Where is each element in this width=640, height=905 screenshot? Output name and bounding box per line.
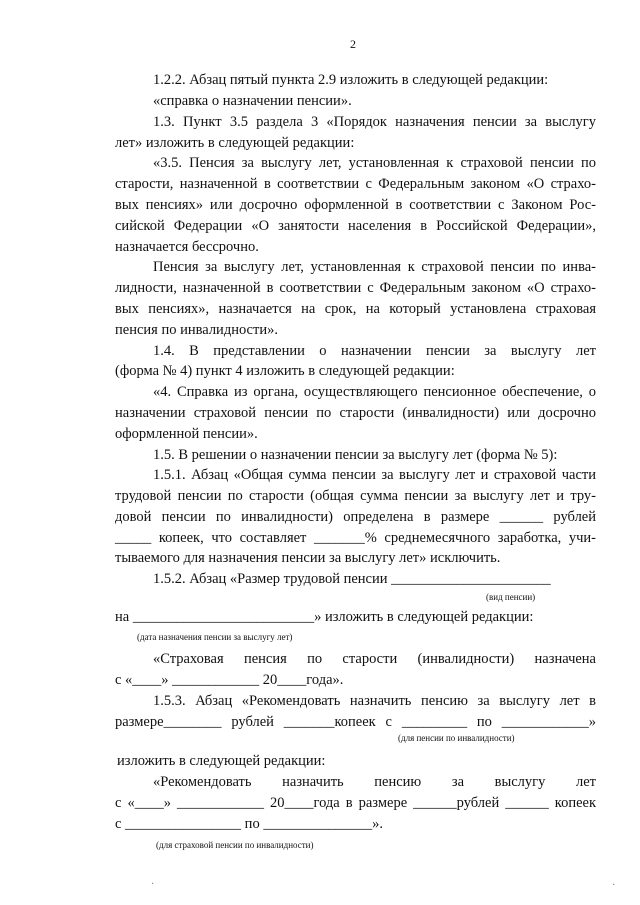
doc-line: вых пенсиях» или досрочно оформленной в соответствии с Законом Рос- [115,197,596,213]
doc-line: старости, назначенной в соответствии с Федеральным законом «О страхо- [115,176,596,192]
doc-line: Пенсия за выслугу лет, установленная к страховой пенсии по инва- [153,259,596,275]
caption: (для пенсии по инвалидности) [398,733,515,743]
scan-speck: · [151,879,155,890]
doc-line: 1.5.1. Абзац «Общая сумма пенсии за выслугу лет и страховой части [153,467,596,483]
doc-line: сийской Федерации «О занятости населения в Российской Федерации», [115,218,596,234]
caption: (дата назначения пенсии за выслугу лет) [137,632,293,642]
doc-line: на _________________________» изложить в следующей редакции: [115,609,534,625]
doc-line: довой пенсии по инвалидности) определена в размере ______ рублей [115,509,596,525]
doc-line: (форма № 4) пункт 4 изложить в следующей редакции: [115,363,455,379]
doc-line: размере________ рублей _______копеек с _________ по ____________» [115,714,596,730]
doc-line: 1.2.2. Абзац пятый пункта 2.9 изложить в следующей редакции: [153,72,549,88]
doc-line: с ________________ по _______________». [115,816,383,832]
doc-line: 1.3. Пункт 3.5 раздела 3 «Порядок назначения пенсии за выслугу [153,114,596,130]
doc-line: вых пенсиях», назначается на срок, на который установлена страховая [115,301,596,317]
doc-line: «4. Справка из органа, осуществляющего пенсионное обеспечение, о [153,384,596,400]
caption: (для страховой пенсии по инвалидности) [156,840,314,850]
doc-line: лидности, назначенной в соответствии с Федеральным законом «О страхо- [115,280,596,296]
page-number: 2 [350,37,356,51]
doc-line: оформленной пенсии». [115,426,258,442]
doc-line: лет» изложить в следующей редакции: [115,135,355,151]
doc-line: изложить в следующей редакции: [117,753,326,769]
doc-line: 1.5.3. Абзац «Рекомендовать назначить пенсию за выслугу лет в [153,693,596,709]
doc-line: «3.5. Пенсия за выслугу лет, установленная к страховой пенсии по [153,155,596,171]
doc-line: «Страховая пенсия по старости (инвалидности) назначена [153,651,596,667]
doc-line: 1.5.2. Абзац «Размер трудовой пенсии ______________________ [153,571,551,587]
doc-line: назначается бессрочно. [115,239,259,255]
doc-line: 1.5. В решении о назначении пенсии за выслугу лет (форма № 5): [153,447,558,463]
doc-line: назначении страховой пенсии по старости (инвалидности) или досрочно [115,405,596,421]
doc-line: тываемого для назначения пенсии за выслугу лет» исключить. [115,550,501,566]
doc-line: «справка о назначении пенсии». [153,93,352,109]
doc-line: трудовой пенсии по старости (общая сумма пенсии за выслугу лет и тру- [115,488,596,504]
caption: (вид пенсии) [486,592,536,602]
doc-line: с «____» ____________ 20____года в размере ______рублей ______ копеек [115,795,596,811]
doc-line: с «____» ____________ 20____года». [115,672,344,688]
doc-line: пенсия по инвалидности». [115,322,278,338]
doc-line: _____ копеек, что составляет _______% среднемесячного заработка, учи- [115,530,596,546]
doc-line: 1.4. В представлении о назначении пенсии за выслугу лет [153,343,596,359]
doc-line: «Рекомендовать назначить пенсию за выслугу лет [153,774,596,790]
scan-speck: · [612,880,616,891]
